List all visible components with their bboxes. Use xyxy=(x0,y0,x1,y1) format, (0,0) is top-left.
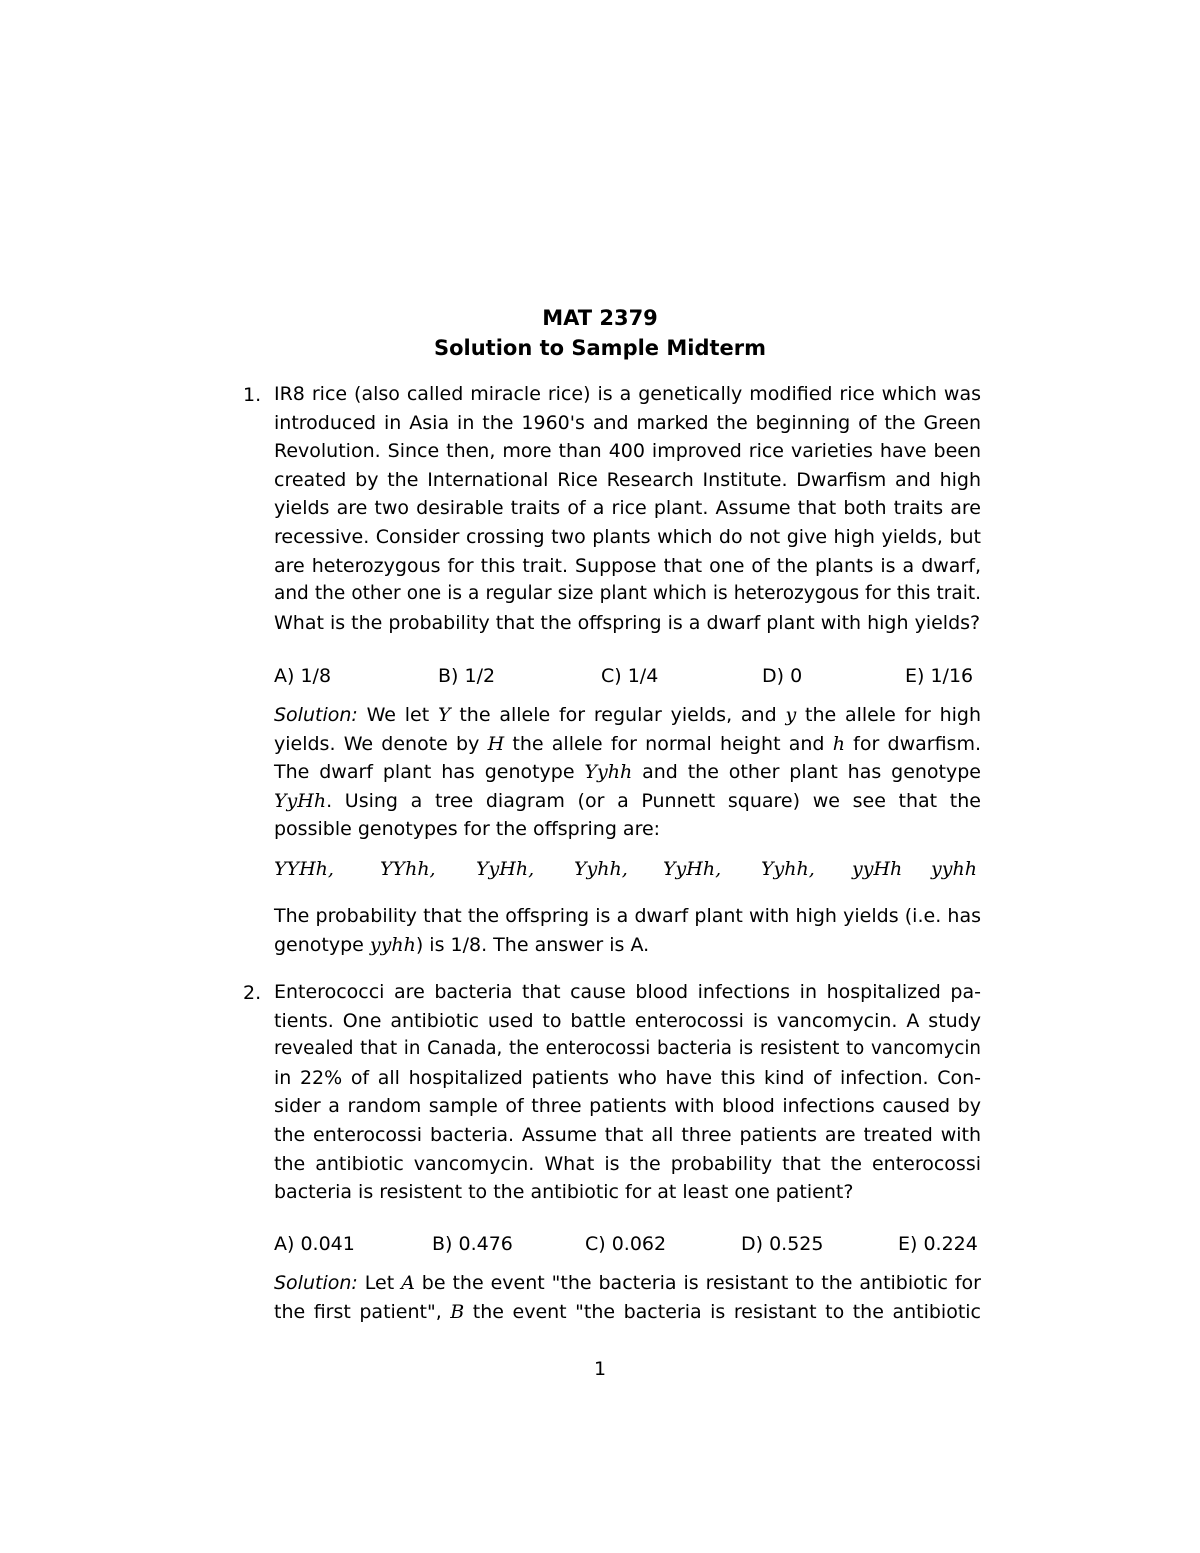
genotype: yyHh xyxy=(852,858,903,880)
question-number: 1. xyxy=(243,384,262,406)
solution-text: The dwarf plant has genotype xyxy=(274,761,585,784)
solution-1 xyxy=(274,701,981,844)
text-line: Enterococci are bacteria that cause blood infections in hospitalized pa- xyxy=(274,981,981,1003)
solution-text: and the other plant has genotype xyxy=(632,761,981,784)
solution-text: Let xyxy=(357,1272,402,1294)
solution-line xyxy=(274,787,981,816)
solution-line: possible genotypes for the offspring are: xyxy=(274,818,661,841)
solution-1-conclusion xyxy=(274,902,981,959)
text-line: are heterozygous for this trait. Suppose that one of the plants is a dwarf, xyxy=(274,554,981,577)
page-number: 1 xyxy=(593,1358,607,1380)
genotype: YyHh, xyxy=(476,858,535,880)
text-line: and the other one is a regular size plant which is heterozygous for this trait. xyxy=(274,583,981,605)
text-line: revealed that in Canada, the enterocossi bacteria is resistent to vancomycin xyxy=(274,1038,981,1060)
solution-text: . Using a tree diagram (or a Punnett square) we see that the xyxy=(326,789,981,812)
solution-text: the allele for regular yields, and xyxy=(450,704,786,726)
solution-line xyxy=(274,758,981,787)
question-1-text xyxy=(274,380,981,637)
solution-text: the event "the bacteria is resistant to the antibiotic xyxy=(464,1300,981,1323)
math-symbol: B xyxy=(450,1300,465,1323)
solution-text: genotype xyxy=(274,933,370,956)
text-line: recessive. Consider crossing two plants which do not give high yields, but xyxy=(274,525,981,548)
solution-line xyxy=(274,1269,981,1298)
solution-label: Solution: xyxy=(274,704,358,726)
document-title: Solution to Sample Midterm xyxy=(433,336,766,360)
solution-line: The probability that the offspring is a dwarf plant with high yields (i.e. has xyxy=(274,905,981,927)
choice-e: E) 0.224 xyxy=(898,1233,978,1255)
text-line: What is the probability that the offspring is a dwarf plant with high yields? xyxy=(274,611,981,634)
solution-2 xyxy=(274,1269,981,1326)
math-symbol: H xyxy=(487,732,505,755)
genotype: YyHh, xyxy=(663,858,722,880)
text-line: created by the International Rice Research Institute. Dwarfism and high xyxy=(274,468,981,491)
math-symbol: h xyxy=(832,732,845,755)
text-line: tients. One antibiotic used to battle enterocossi is vancomycin. A study xyxy=(274,1009,981,1032)
genotype: YYHh, xyxy=(274,858,334,880)
choice-a: A) 0.041 xyxy=(274,1233,355,1255)
choice-c: C) 0.062 xyxy=(585,1233,667,1255)
solution-text: the allele for normal height and xyxy=(504,732,833,755)
text-line: Revolution. Since then, more than 400 improved rice varieties have been xyxy=(274,440,981,463)
question-2-text xyxy=(274,978,981,1207)
text-line: the antibiotic vancomycin. What is the probability that the enterocossi xyxy=(274,1152,981,1175)
math-genotype: Yyhh xyxy=(584,761,633,784)
solution-text: We let xyxy=(357,704,438,726)
solution-text: the allele for high xyxy=(796,704,981,726)
text-line: IR8 rice (also called miracle rice) is a genetically modified rice which was xyxy=(274,383,981,405)
text-line: sider a random sample of three patients with blood infections caused by xyxy=(274,1095,981,1118)
genotype: YYhh, xyxy=(380,858,436,880)
choice-e: E) 1/16 xyxy=(905,665,974,687)
solution-line xyxy=(274,730,981,759)
genotype: Yyhh, xyxy=(761,858,815,880)
text-line: bacteria is resistent to the antibiotic for at least one patient? xyxy=(274,1181,854,1204)
answer-choices xyxy=(274,665,994,693)
choice-a: A) 1/8 xyxy=(274,665,332,687)
choice-b: B) 0.476 xyxy=(432,1233,513,1255)
math-symbol: A xyxy=(401,1272,415,1294)
choice-b: B) 1/2 xyxy=(438,665,496,687)
genotype: Yyhh, xyxy=(574,858,628,880)
solution-text: for dwarfism. xyxy=(844,732,981,755)
solution-line xyxy=(274,931,981,960)
math-symbol: y xyxy=(785,704,797,726)
genotype: yyhh xyxy=(931,858,977,880)
choice-c: C) 1/4 xyxy=(601,665,659,687)
math-genotype: YyHh xyxy=(274,789,327,812)
solution-line xyxy=(274,1298,981,1327)
answer-choices xyxy=(274,1233,994,1261)
solution-text: be the event "the bacteria is resistant to the antibiotic for xyxy=(414,1272,981,1294)
choice-d: D) 0.525 xyxy=(741,1233,824,1255)
text-line: in 22% of all hospitalized patients who have this kind of infection. Con- xyxy=(274,1066,981,1089)
choice-d: D) 0 xyxy=(762,665,803,687)
solution-text: the first patient", xyxy=(274,1300,451,1323)
text-line: the enterocossi bacteria. Assume that all three patients are treated with xyxy=(274,1123,981,1146)
question-number: 2. xyxy=(243,982,262,1004)
solution-line xyxy=(274,701,981,730)
text-line: introduced in Asia in the 1960's and marked the beginning of the Green xyxy=(274,411,981,434)
solution-text: yields. We denote by xyxy=(274,732,488,755)
math-symbol: Y xyxy=(438,704,451,726)
course-code: MAT 2379 xyxy=(542,306,658,330)
text-line: yields are two desirable traits of a rice plant. Assume that both traits are xyxy=(274,497,981,520)
solution-text: ) is 1/8. The answer is A. xyxy=(415,933,650,956)
solution-label: Solution: xyxy=(274,1272,358,1294)
math-genotype: yyhh xyxy=(369,933,416,956)
